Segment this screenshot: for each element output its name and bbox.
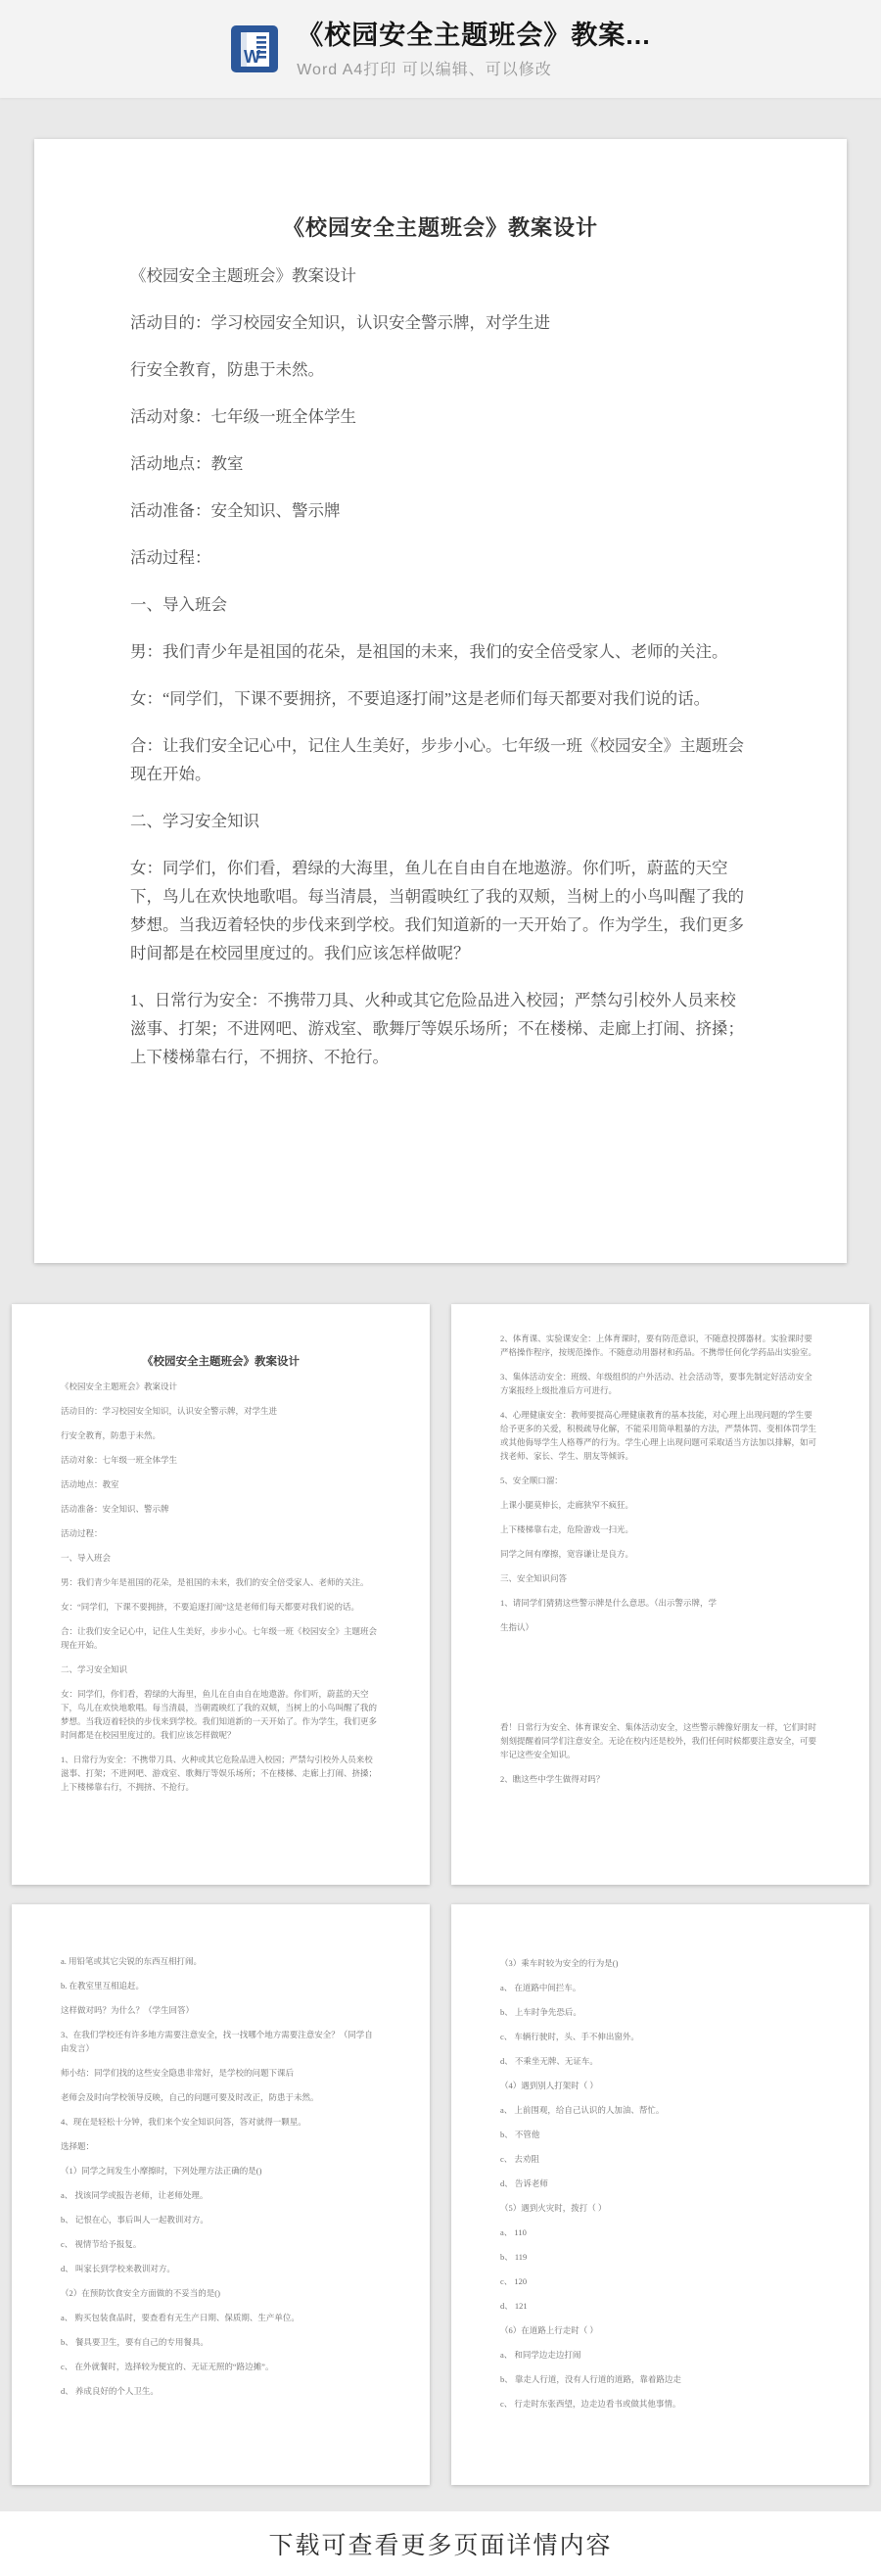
doc-paragraph: 4、现在是轻松十分钟，我们来个安全知识问答，答对就得一颗星。	[61, 2117, 306, 2127]
doc-paragraph: 生指认）	[500, 1622, 534, 1632]
doc-paragraph: 女：“同学们，下课不要拥挤，不要追逐打闹”这是老师们每天都要对我们说的话。	[130, 689, 711, 708]
doc-paragraph: 活动对象：七年级一班全体学生	[61, 1455, 178, 1465]
doc-paragraph: 上课小腿莫伸长，走廊狭窄不疯狂。	[500, 1500, 634, 1510]
doc-paragraph: b、 靠走人行道，没有人行道的道路，靠着路边走	[500, 2374, 681, 2384]
doc-paragraph: 活动对象：七年级一班全体学生	[130, 407, 356, 426]
header-text-block	[297, 19, 651, 79]
svg-text:W: W	[244, 47, 261, 67]
doc-paragraph: 合：让我们安全记心中，记住人生美好，步步小心。七年级一班《校园安全》主题班会现在开始。	[61, 1626, 378, 1650]
doc-paragraph: b、 餐具要卫生，要有自己的专用餐具。	[61, 2337, 209, 2347]
doc-paragraph: 合：让我们安全记心中，记住人生美好，步步小心。七年级一班《校园安全》主题班会现在开始。	[130, 736, 744, 783]
doc-paragraph: 1、日常行为安全：不携带刀具、火种或其它危险品进入校园；严禁勾引校外人员来校滋事、打架；不进网吧、游戏室、歌舞厅等娱乐场所；不在楼梯、走廊上打闹、挤搡；上下楼梯靠右行，不拥挤、不抢行。	[61, 1755, 378, 1792]
doc-paragraph: 《校园安全主题班会》教案设计	[130, 266, 356, 285]
doc-paragraph: b、 不管他	[500, 2130, 540, 2139]
doc-paragraph: （5）遇到火灾时，拨打（ ）	[500, 2203, 607, 2213]
doc-paragraph: 2、体育课、实验课安全：上体育课时，要有防范意识，不随意投掷器材。实验课时要严格操作程序，按规范操作。不随意动用器材和药品。不携带任何化学药品出实验室。	[500, 1334, 817, 1357]
doc-paragraph: b、 119	[500, 2252, 528, 2262]
doc-paragraph: 二、学习安全知识	[61, 1664, 128, 1674]
doc-paragraph: 二、学习安全知识	[130, 812, 259, 830]
doc-paragraph: 行安全教育，防患于未然。	[130, 360, 324, 379]
doc-paragraph: b、 上车时争先恐后。	[500, 2007, 581, 2017]
doc-paragraph: 3、集体活动安全：班级、年级组织的户外活动、社会活动等，要事先制定好活动安全方案报经上级批准后方可进行。	[500, 1372, 812, 1395]
doc-paragraph: c、 视情节给予报复。	[61, 2239, 142, 2249]
doc-paragraph: 活动目的：学习校园安全知识，认识安全警示牌，对学生进	[130, 313, 550, 332]
doc-paragraph: c、 在外就餐时，选择较为便宜的、无证无照的“路边摊”。	[61, 2362, 274, 2371]
doc-paragraph: 上下楼梯靠右走，危险游戏一扫光。	[500, 1524, 634, 1534]
doc-paragraph: 《校园安全主题班会》教案设计	[61, 1382, 178, 1391]
doc-paragraph: 活动过程：	[61, 1528, 103, 1538]
doc-paragraph: 同学之间有摩擦，宽容谦让是良方。	[500, 1549, 634, 1559]
doc-paragraph: 4、心理健康安全：教师要提高心理健康教育的基本技能，对心理上出现问题的学生要给予更多的关爱，积极疏导化解，不能采用简单粗暴的方法，严禁体罚、变相体罚学生或其他侮辱学生人格尊严的行为。学生心理上出现问题可采取适当方法加以排解，如可找老师、家长、学生、朋友等倾诉。	[500, 1410, 817, 1461]
doc-paragraph: 行安全教育，防患于未然。	[61, 1430, 162, 1440]
footer-bar	[0, 2511, 881, 2576]
doc-paragraph: 这样做对吗？为什么？（学生回答）	[61, 2005, 195, 2015]
doc-paragraph: （2）在预防饮食安全方面做的不妥当的是()	[61, 2288, 220, 2298]
doc-paragraph: 女：同学们，你们看，碧绿的大海里，鱼儿在自由自在地遨游。你们听，蔚蓝的天空下，鸟儿在欢快地歌唱。每当清晨，当朝霞映红了我的双颊，当树上的小鸟叫醒了我的梦想。当我迈着轻快的步伐来到学校。我们知道新的一天开始了。作为学生，我们更多时间都是在校园里度过的。我们应该怎样做呢？	[130, 859, 744, 962]
thumbnail-grid	[0, 1304, 881, 2485]
page-thumbnail-3[interactable]	[12, 1904, 430, 2485]
doc-paragraph: 活动目的：学习校园安全知识，认识安全警示牌，对学生进	[61, 1406, 278, 1416]
doc-page-title: 《校园安全主题班会》教案设计	[142, 1356, 300, 1368]
doc-paragraph: a、 上前围观，给自己认识的人加油、帮忙。	[500, 2105, 665, 2115]
doc-paragraph: c、 行走时东张西望，边走边看书或做其他事情。	[500, 2399, 681, 2409]
page-preview-main[interactable]	[34, 139, 847, 1263]
doc-paragraph: 活动准备：安全知识、警示牌	[130, 501, 341, 520]
header-bar	[0, 0, 881, 98]
page-thumbnail-2[interactable]	[451, 1304, 869, 1885]
doc-paragraph: 男：我们青少年是祖国的花朵，是祖国的未来，我们的安全倍受家人、老师的关注。	[130, 642, 728, 661]
download-more-hint[interactable]: 下载可查看更多页面详情内容	[268, 2532, 613, 2559]
doc-paragraph: a、 在道路中间拦车。	[500, 1983, 581, 1992]
doc-paragraph: 2、瞧这些中学生做得对吗？	[500, 1774, 605, 1784]
doc-paragraph: 一、导入班会	[130, 595, 227, 614]
doc-paragraph: d、 121	[500, 2301, 528, 2311]
doc-paragraph: c、 去劝阻	[500, 2154, 539, 2164]
doc-paragraph: d、 告诉老师	[500, 2178, 548, 2188]
doc-paragraph: 活动地点：教室	[130, 454, 244, 473]
doc-paragraph: 活动过程：	[130, 548, 211, 567]
doc-paragraph: 一、导入班会	[61, 1553, 112, 1563]
doc-paragraph: a. 用铅笔或其它尖锐的东西互相打闹。	[61, 1956, 203, 1966]
doc-paragraph: （1）同学之间发生小摩擦时，下列处理方法正确的是()	[61, 2166, 262, 2176]
word-file-icon	[230, 24, 279, 73]
doc-paragraph: a、 找该同学或报告老师，让老师处理。	[61, 2190, 209, 2200]
doc-paragraph: d、 叫家长到学校来教训对方。	[61, 2264, 175, 2273]
page-thumbnail-1[interactable]	[12, 1304, 430, 1885]
doc-paragraph: 选择题：	[61, 2141, 95, 2151]
doc-page-title: 《校园安全主题班会》教案设计	[282, 215, 598, 240]
doc-paragraph: 老师会及时向学校领导反映，自己的问题可要及时改正，防患于未然。	[61, 2092, 319, 2102]
doc-paragraph: c、 120	[500, 2276, 528, 2286]
doc-paragraph: 师小结：同学们找的这些安全隐患非常好，是学校的问题下课后	[61, 2068, 295, 2078]
doc-paragraph: 1、请同学们猜猜这些警示牌是什么意思。（出示警示牌，学	[500, 1598, 718, 1608]
doc-paragraph: 女：同学们，你们看，碧绿的大海里，鱼儿在自由自在地遨游。你们听，蔚蓝的天空下，鸟儿在欢快地歌唱。每当清晨，当朝霞映红了我的双颊，当树上的小鸟叫醒了我的梦想。当我迈着轻快的步伐来到学校。我们知道新的一天开始了。作为学生，我们更多时间都是在校园里度过的。我们应该怎样做呢？	[61, 1689, 378, 1740]
doc-paragraph: 女：“同学们，下课不要拥挤，不要追逐打闹”这是老师们每天都要对我们说的话。	[61, 1602, 360, 1612]
doc-paragraph: a、 110	[500, 2227, 527, 2237]
doc-paragraph: （3）乘车时较为安全的行为是()	[500, 1958, 619, 1968]
doc-paragraph: d、 养成良好的个人卫生。	[61, 2386, 159, 2396]
doc-paragraph: （4）遇到别人打架时（ ）	[500, 2081, 598, 2090]
doc-paragraph: 5、安全顺口溜：	[500, 1475, 563, 1485]
doc-paragraph: 男：我们青少年是祖国的花朵，是祖国的未来，我们的安全倍受家人、老师的关注。	[61, 1577, 369, 1587]
doc-paragraph: a、 购买包装食品时，要查看有无生产日期、保质期、生产单位。	[61, 2313, 300, 2322]
doc-paragraph: d、 不乘坐无牌、无证车。	[500, 2056, 598, 2066]
page-thumbnail-4[interactable]	[451, 1904, 869, 2485]
doc-paragraph: 看！日常行为安全、体育课安全、集体活动安全，这些警示牌像好朋友一样，它们时时刻刻提醒着同学们注意安全。无论在校内还是校外，我们任何时候都要注意安全，可要牢记这些安全知识。	[500, 1722, 817, 1759]
doc-paragraph: b. 在教室里互相追赶。	[61, 1981, 145, 1991]
doc-paragraph: b、 记恨在心，事后叫人一起教训对方。	[61, 2215, 209, 2225]
doc-paragraph: 活动准备：安全知识、警示牌	[61, 1504, 169, 1514]
document-file-title: 《校园安全主题班会》教案...	[297, 21, 651, 50]
doc-paragraph: 三、安全知识问答	[500, 1573, 568, 1583]
doc-paragraph: （6）在道路上行走时（ ）	[500, 2325, 598, 2335]
doc-paragraph: 3、在我们学校还有许多地方需要注意安全，找一找哪个地方需要注意安全？（同学自由发言）	[61, 2030, 373, 2053]
doc-paragraph: 活动地点：教室	[61, 1479, 119, 1489]
doc-paragraph: 1、日常行为安全：不携带刀具、火种或其它危险品进入校园；严禁勾引校外人员来校滋事、打架；不进网吧、游戏室、歌舞厅等娱乐场所；不在楼梯、走廊上打闹、挤搡；上下楼梯靠右行，不拥挤、不抢行。	[130, 991, 744, 1066]
document-file-subtitle: Word A4打印 可以编辑、可以修改	[297, 62, 552, 78]
doc-paragraph: c、 车辆行驶时，头、手不伸出窗外。	[500, 2032, 639, 2041]
doc-paragraph: a、 和同学边走边打闹	[500, 2350, 581, 2360]
